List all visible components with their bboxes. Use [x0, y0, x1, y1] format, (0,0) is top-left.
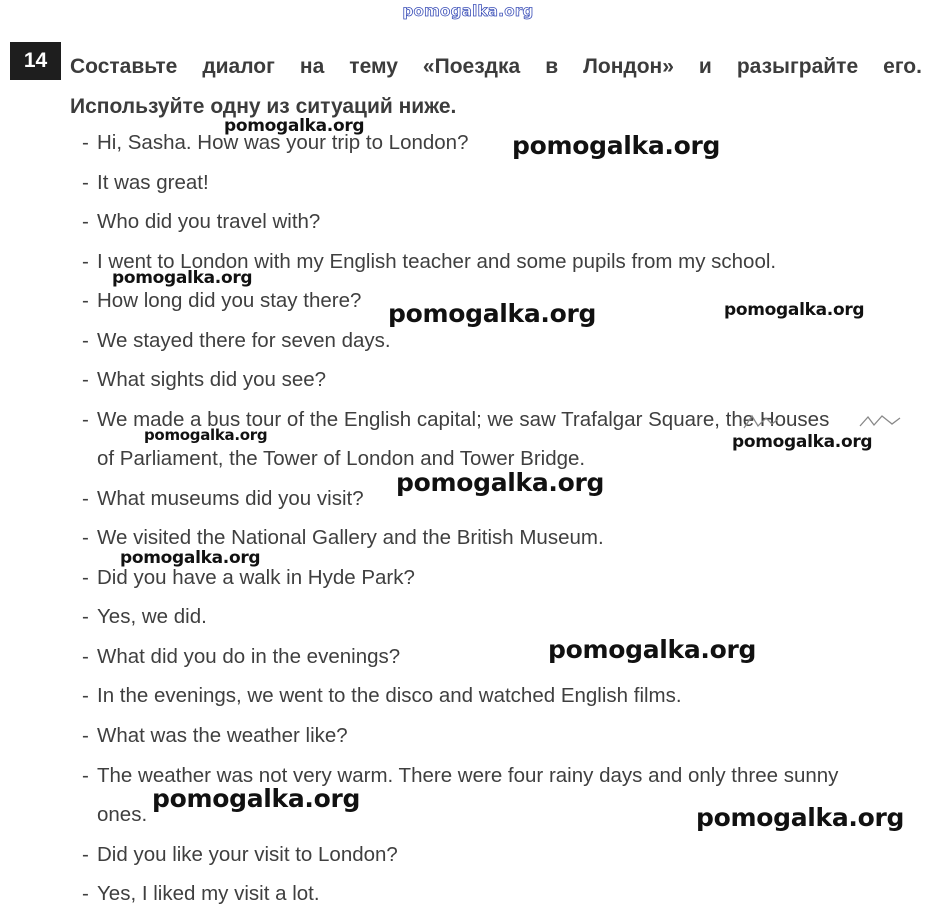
dialogue-dash: - — [82, 843, 89, 866]
dialogue-text: How long did you stay there? — [97, 289, 362, 312]
header-watermark: pomogalka.org — [402, 2, 534, 20]
dialogue-dash: - — [82, 329, 89, 352]
watermark: pomogalka.org — [144, 426, 268, 444]
title-word: его. — [883, 55, 922, 78]
dialogue-text: What did you do in the evenings? — [97, 645, 401, 668]
watermark: pomogalka.org — [724, 300, 865, 320]
dialogue-text: We made a bus tour of the English capital; we saw Trafalgar Square, the Houses — [97, 408, 830, 431]
dialogue-dash: - — [82, 408, 89, 431]
watermark: pomogalka.org — [732, 432, 873, 452]
watermark: pomogalka.org — [388, 299, 597, 328]
dialogue-text: Did you have a walk in Hyde Park? — [97, 566, 415, 589]
watermark: pomogalka.org — [152, 784, 361, 813]
title-word: в — [545, 55, 559, 78]
dialogue-text: Did you like your visit to London? — [97, 843, 398, 866]
dialogue-dash: - — [82, 566, 89, 589]
dialogue-dash: - — [82, 289, 89, 312]
dialogue-text: of Parliament, the Tower of London and Tower Bridge. — [97, 447, 586, 470]
dialogue-dash: - — [82, 724, 89, 747]
title-word: разыграйте — [736, 55, 859, 78]
dialogue-dash: - — [82, 645, 89, 668]
title-word: на — [299, 55, 325, 78]
dialogue-text: The weather was not very warm. There were four rainy days and only three sunny — [97, 764, 839, 787]
dialogue-dash: - — [82, 131, 89, 154]
title-word: и — [698, 55, 712, 78]
dialogue-dash: - — [82, 526, 89, 549]
watermark: pomogalka.org — [512, 131, 721, 160]
watermark: pomogalka.org — [396, 468, 605, 497]
dialogue-dash: - — [82, 171, 89, 194]
watermark: pomogalka.org — [224, 116, 365, 136]
watermark: pomogalka.org — [696, 803, 905, 832]
title-word: Составьте — [70, 55, 178, 78]
task-title-line-2: Используйте одну из ситуаций ниже. — [70, 95, 457, 118]
dialogue-text: I went to London with my English teacher and some pupils from my school. — [97, 250, 777, 273]
watermark: pomogalka.org — [548, 635, 757, 664]
watermark: pomogalka.org — [112, 268, 253, 288]
dialogue-text: Yes, we did. — [97, 605, 207, 628]
dialogue-text: It was great! — [97, 171, 209, 194]
dialogue-text: Hi, Sasha. How was your trip to London? — [97, 131, 469, 154]
dialogue-dash: - — [82, 250, 89, 273]
dialogue-text: We stayed there for seven days. — [97, 329, 391, 352]
dialogue-text: ones. — [97, 803, 148, 826]
task-number-badge: 14 — [10, 42, 61, 80]
dialogue-dash: - — [82, 210, 89, 233]
dialogue-text: Who did you travel with? — [97, 210, 321, 233]
dialogue-dash: - — [82, 487, 89, 510]
dialogue-text: In the evenings, we went to the disco and watched English films. — [97, 684, 682, 707]
title-word: диалог — [202, 55, 275, 78]
dialogue-text: We visited the National Gallery and the British Museum. — [97, 526, 604, 549]
dialogue-text: What sights did you see? — [97, 368, 327, 391]
watermark: pomogalka.org — [120, 548, 261, 568]
title-word: Лондон» — [583, 55, 674, 78]
dialogue-text: What was the weather like? — [97, 724, 348, 747]
dialogue-text: What museums did you visit? — [97, 487, 364, 510]
title-word: «Поездка — [422, 55, 521, 78]
dialogue-dash: - — [82, 684, 89, 707]
dialogue-dash: - — [82, 764, 89, 787]
scribble-mark — [742, 410, 912, 434]
dialogue-text: Yes, I liked my visit a lot. — [97, 882, 320, 905]
title-word: тему — [349, 55, 398, 78]
dialogue-dash: - — [82, 882, 89, 905]
dialogue-dash: - — [82, 368, 89, 391]
dialogue-dash: - — [82, 605, 89, 628]
